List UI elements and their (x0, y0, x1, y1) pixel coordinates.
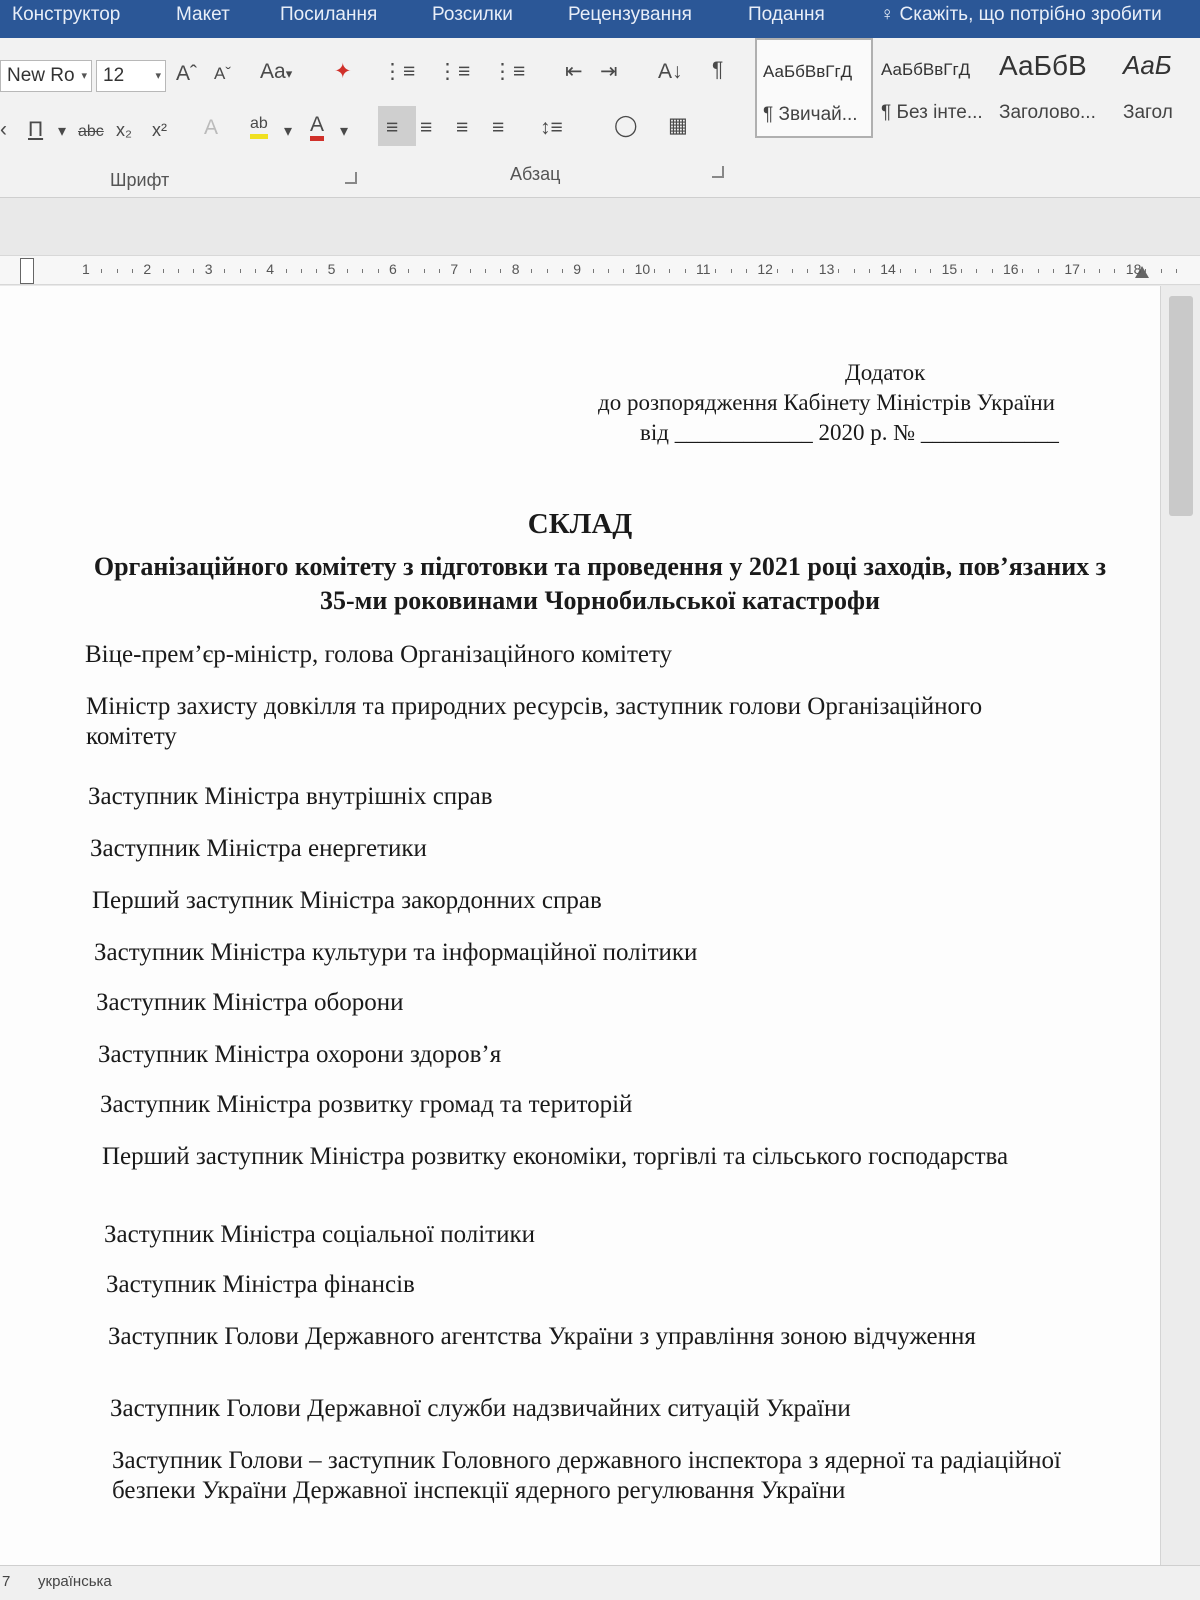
paragraph-group-label: Абзац (510, 164, 561, 184)
ruler-tick (654, 269, 655, 273)
style-name: ¶ Звичай... (763, 104, 858, 125)
ruler-tick (224, 269, 225, 273)
style-normal[interactable] (755, 38, 873, 138)
addendum-title: Додаток (845, 360, 926, 385)
font-size-box[interactable] (96, 60, 166, 92)
shading-icon[interactable]: ◯ (614, 114, 638, 137)
ruler-label: 3 (204, 261, 213, 277)
ruler-label: 15 (941, 261, 958, 277)
ruler-tick (547, 269, 548, 273)
align-right-icon[interactable]: ≡ (456, 116, 469, 139)
ribbon: New Ro ▾ 12 ▾ Aˆ Aˇ Aa▾ ✦ ⋮≡ ⋮≡ ⋮≡ ⇤ ⇥ А↓ ¶ ‹ П ▾ abc x₂ x² A ab ▾ A ▾ ≡ ≡ ≡ ≡ ↕≡ ◯ ▦ Шрифт Абзац АаБбВвГгД ¶ Звичай... АаБбВвГгД ¶ Без інте... АаБбВ Заголово... АаБ Загол (0, 38, 1200, 198)
ruler-tick (731, 269, 732, 273)
ruler-label: 17 (1064, 261, 1080, 277)
tab-mailings[interactable]: Розсилки (432, 4, 513, 25)
ruler-tick (485, 269, 486, 273)
borders-icon[interactable]: ▦ (668, 114, 688, 137)
change-case-label: Aa (260, 60, 286, 83)
member-item: Перший заступник Міністра закордонних справ (92, 887, 602, 914)
page-count[interactable]: 7 (2, 1573, 11, 1590)
ruler-tick (900, 269, 901, 273)
ruler-label: 2 (143, 261, 152, 277)
chevron-down-icon: ▾ (58, 123, 67, 140)
font-color-button[interactable]: A (310, 114, 324, 141)
shrink-font-button[interactable]: Aˇ (214, 64, 231, 83)
ruler-tick (961, 269, 962, 273)
ruler-tick (439, 269, 440, 273)
justify-icon[interactable]: ≡ (492, 116, 505, 139)
ruler-tick (378, 269, 379, 273)
paragraph-dialog-launcher-icon[interactable] (712, 166, 724, 178)
ruler-tick (1022, 269, 1023, 273)
ruler-tick (316, 269, 317, 273)
ruler-label: 16 (1003, 261, 1019, 277)
ruler-tick (976, 269, 977, 273)
underline-button[interactable]: П (28, 118, 44, 141)
style-sample: АаБбВвГгД (881, 60, 971, 79)
numbering-icon[interactable]: ⋮≡ (437, 60, 471, 83)
ruler-tick (117, 269, 118, 273)
ruler-tick (1145, 269, 1146, 273)
horizontal-ruler[interactable] (0, 255, 1200, 285)
member-item: Заступник Міністра енергетики (90, 835, 427, 862)
subscript-button[interactable]: x₂ (116, 120, 132, 140)
ruler-tick (1084, 269, 1085, 273)
ruler-tick (792, 269, 793, 273)
ruler-tick (101, 269, 102, 273)
status-bar (0, 1565, 1200, 1600)
style-heading-2[interactable] (1117, 38, 1200, 138)
tell-me-search[interactable]: ♀ Скажіть, що потрібно зробити (880, 4, 1162, 25)
ribbon-tab-bar (0, 0, 1200, 38)
ruler-label: 7 (450, 261, 459, 277)
line-spacing-icon[interactable]: ↕≡ (540, 116, 563, 139)
ruler-tick (608, 269, 609, 273)
tab-references[interactable]: Посилання (280, 4, 378, 25)
member-item: Заступник Міністра внутрішніх справ (88, 783, 493, 810)
left-indent-marker-icon[interactable] (20, 258, 34, 284)
ruler-tick (838, 269, 839, 273)
ruler-tick (424, 269, 425, 273)
addendum-decree-line: до розпорядження Кабінету Міністрів України (598, 390, 1055, 415)
ruler-tick (930, 269, 931, 273)
ruler-tick (669, 269, 670, 273)
decrease-indent-icon[interactable]: ⇤ (565, 60, 583, 83)
ruler-tick (869, 269, 870, 273)
ruler-tick (470, 269, 471, 273)
member-item: Заступник Міністра охорони здоров’я (98, 1041, 502, 1068)
ruler-label: 13 (818, 261, 835, 277)
ruler-tick (593, 269, 594, 273)
ruler-tick (685, 269, 686, 273)
ruler-tick (1176, 269, 1177, 273)
superscript-button[interactable]: x² (152, 120, 167, 140)
ruler-tick (746, 269, 747, 273)
member-item: Заступник Голови Державного агентства України з управління зоною відчуження (108, 1323, 976, 1350)
bullets-icon[interactable]: ⋮≡ (382, 60, 416, 83)
vertical-scrollbar[interactable] (1160, 286, 1200, 1565)
tab-view[interactable]: Подання (748, 4, 825, 25)
font-name-value: New Ro (7, 65, 75, 86)
ruler-label: 18 (1125, 261, 1142, 277)
ruler-tick (500, 269, 501, 273)
style-name: Заголово... (999, 102, 1096, 123)
ruler-label: 4 (266, 261, 274, 277)
member-item: Заступник Міністра розвитку громад та територій (100, 1091, 633, 1118)
ruler-label: 8 (511, 261, 520, 277)
ruler-label: 14 (880, 261, 896, 277)
ruler-tick (1114, 269, 1115, 273)
member-item: Перший заступник Міністра розвитку економіки, торгівлі та сільського господарства (102, 1143, 1009, 1170)
ruler-tick (715, 269, 716, 273)
ruler-label: 12 (757, 261, 773, 277)
style-no-spacing[interactable] (875, 38, 993, 138)
member-item: Заступник Голови – заступник Головного державного інспектора з ядерної та радіаційної безпеки України Державної інспекції ядерного регулювання України (112, 1447, 1061, 1504)
highlight-color-button[interactable]: ab (250, 114, 268, 139)
style-heading-1[interactable] (993, 38, 1111, 138)
member-item: Заступник Міністра фінансів (106, 1271, 415, 1298)
increase-indent-icon[interactable]: ⇥ (600, 60, 618, 83)
align-center-icon[interactable]: ≡ (420, 116, 433, 139)
ruler-tick (347, 269, 348, 273)
chevron-down-icon: ▾ (81, 70, 87, 82)
style-name: Загол (1123, 102, 1173, 123)
ruler-label: 10 (634, 261, 651, 277)
ruler-tick (408, 269, 409, 273)
member-item: Заступник Міністра соціальної політики (104, 1221, 536, 1248)
ruler-tick (1053, 269, 1054, 273)
ruler-tick (286, 269, 287, 273)
member-item: Міністр захисту довкілля та природних ресурсів, заступник голови Організаційного комітету (86, 693, 983, 750)
member-item: Заступник Міністра культури та інформаційної політики (94, 939, 698, 966)
style-sample: АаБ (1123, 50, 1172, 80)
style-sample: АаБбВ (999, 50, 1087, 81)
style-sample: АаБбВвГгД (763, 62, 853, 81)
chevron-down-icon: ▾ (285, 66, 293, 81)
ruler-tick (992, 269, 993, 273)
document-subtitle: Організаційного комітету з підготовки та проведення у 2021 році заходів, пов’язаних з 35-ми роковинами Чорнобильської катастрофи (93, 552, 1107, 615)
font-size-value: 12 (103, 65, 125, 86)
show-formatting-marks-button[interactable]: ¶ (712, 58, 724, 81)
ruler-label: 9 (573, 261, 581, 277)
clear-formatting-icon[interactable]: ✦ (334, 60, 352, 83)
tab-design[interactable]: Конструктор (12, 4, 121, 25)
ruler-tick (1161, 269, 1162, 273)
font-name-box[interactable] (0, 60, 92, 92)
member-item: Заступник Голови Державної служби надзвичайних ситуацій України (110, 1395, 851, 1422)
ruler-label: 1 (82, 261, 90, 277)
addendum-date-line: від ____________ 2020 р. № ____________ (640, 420, 1059, 445)
ruler-tick (163, 269, 164, 273)
font-dialog-launcher-icon[interactable] (345, 172, 357, 184)
ruler-tick (777, 269, 778, 273)
document-page[interactable] (0, 286, 1160, 1565)
ruler-tick (623, 269, 624, 273)
ruler-tick (854, 269, 855, 273)
ruler-tick (178, 269, 179, 273)
ruler-tick (562, 269, 563, 273)
ruler-tick (915, 269, 916, 273)
member-item: Заступник Міністра оборони (96, 989, 404, 1016)
ruler-tick (1099, 269, 1100, 273)
ruler-tick (301, 269, 302, 273)
ruler-tick (1038, 269, 1039, 273)
strikethrough-button[interactable]: abc (78, 123, 104, 140)
tab-review[interactable]: Рецензування (568, 4, 692, 25)
grow-font-button[interactable]: Aˆ (176, 62, 197, 85)
ruler-label: 11 (696, 261, 711, 277)
document-title: СКЛАД (527, 508, 633, 540)
language-indicator[interactable]: українська (38, 1573, 112, 1590)
ruler-tick (531, 269, 532, 273)
styles-gallery (755, 38, 1200, 138)
ruler-tick (362, 269, 363, 273)
ruler-tick (132, 269, 133, 273)
change-case-button[interactable] (260, 60, 292, 86)
ruler-tick (807, 269, 808, 273)
style-name: ¶ Без інте... (881, 102, 983, 123)
ruler-tick (240, 269, 241, 273)
text-effects-button[interactable]: A (204, 116, 219, 139)
align-left-icon[interactable]: ≡ (386, 116, 399, 139)
chevron-down-icon: ▾ (340, 123, 349, 140)
ruler-tick (255, 269, 256, 273)
chevron-down-icon: ▾ (284, 123, 293, 140)
font-group-label: Шрифт (110, 170, 170, 190)
ruler-tick (193, 269, 194, 273)
multilevel-list-icon[interactable]: ⋮≡ (492, 60, 526, 83)
tab-layout[interactable]: Макет (176, 4, 230, 25)
chevron-down-icon: ▾ (155, 70, 161, 82)
sort-button[interactable]: А↓ (658, 60, 683, 83)
ruler-label: 6 (389, 261, 397, 277)
scroll-thumb[interactable] (1169, 296, 1193, 516)
member-item: Віце-прем’єр-міністр, голова Організаційного комітету (85, 641, 673, 668)
ruler-label: 5 (327, 261, 336, 277)
